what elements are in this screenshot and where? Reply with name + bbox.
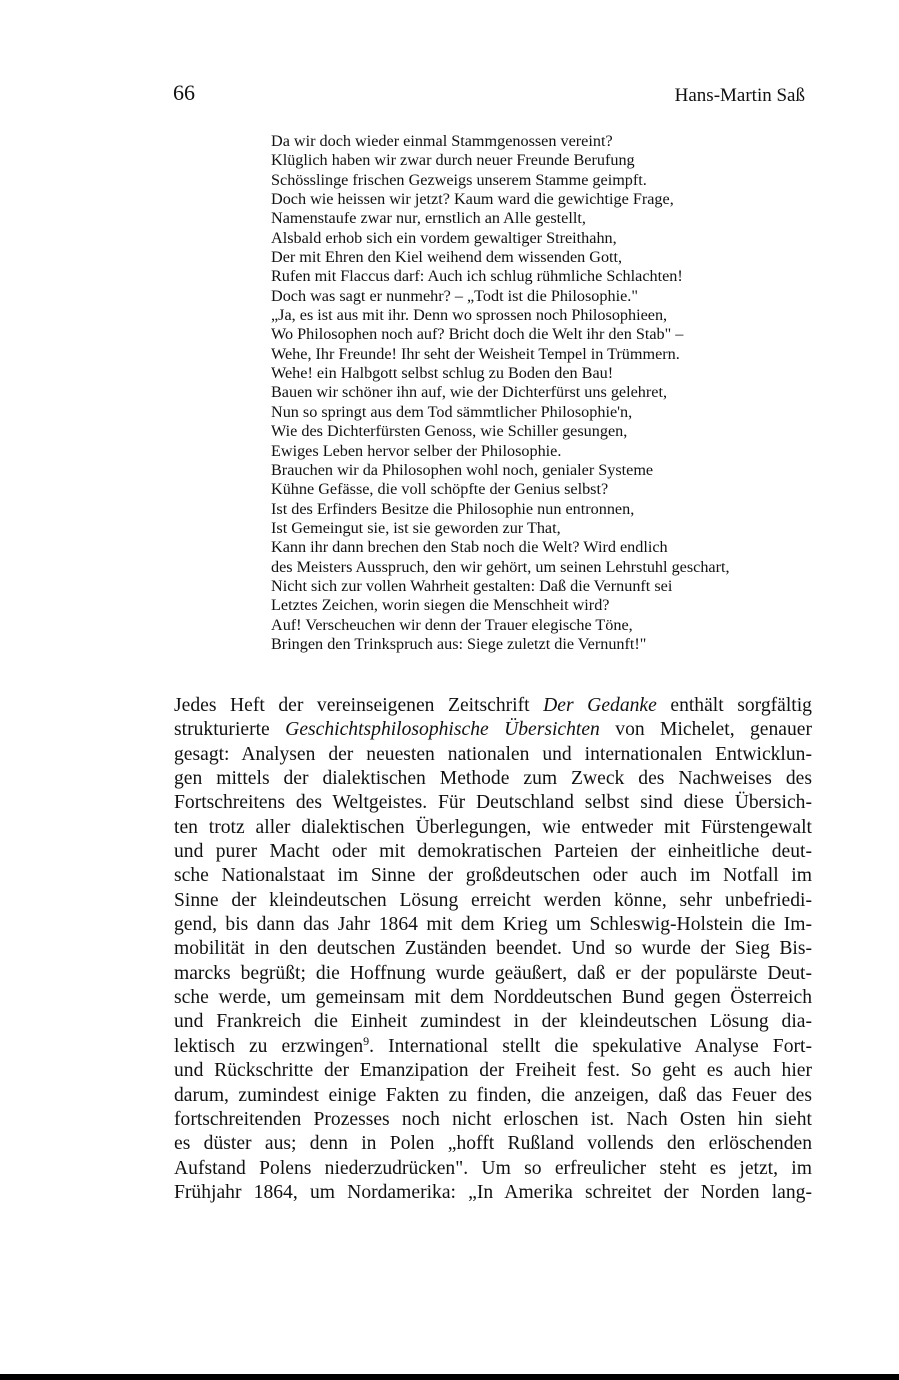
scan-bottom-border (0, 1374, 899, 1380)
poem-line: Wehe, Ihr Freunde! Ihr seht der Weisheit Tempel in Trümmern. (271, 344, 680, 363)
poem-line: Ist des Erfinders Besitze die Philosophie nun entronnen, (271, 499, 635, 518)
body-line: darum, zumindest einige Fakten zu finden, die anzeigen, daß das Feuer des (174, 1084, 812, 1106)
poem-line: Kühne Gefässe, die voll schöpfte der Genius selbst? (271, 480, 609, 499)
body-line: und Frankreich die Einheit zumindest in der kleindeutschen Lösung dia- (174, 1011, 812, 1033)
footnote-marker: 9 (363, 1033, 370, 1048)
poem-line: Wehe! ein Halbgott selbst schlug zu Boden den Bau! (271, 364, 614, 383)
body-line: sche werde, um gemeinsam mit dem Norddeutschen Bund gegen Österreich (174, 987, 812, 1009)
body-line: mobilität in den deutschen Zuständen beendet. Und so wurde der Sieg Bis- (174, 938, 812, 960)
poem-quotation (271, 132, 831, 654)
poem-line: Ewiges Leben hervor selber der Philosophie. (271, 441, 562, 460)
poem-line: Der mit Ehren den Kiel weihend dem wissenden Gott, (271, 248, 623, 267)
body-line: gen mittels der dialektischen Methode zum Zweck des Nachweises des (174, 768, 812, 790)
poem-line: Doch wie heissen wir jetzt? Kaum ward die gewichtige Frage, (271, 190, 674, 209)
body-line: es düster aus; denn in Polen „hofft Rußland vollends den erlöschenden (174, 1133, 812, 1155)
body-line: Fortschreitens des Weltgeistes. Für Deutschland selbst sind diese Übersich- (174, 792, 812, 814)
body-text-segment: enthält sorgfältig (670, 695, 812, 716)
poem-line: Namenstaufe zwar nur, ernstlich an Alle gestellt, (271, 209, 586, 228)
body-line: gend, bis dann das Jahr 1864 mit dem Krieg um Schleswig-Holstein die Im- (174, 914, 812, 936)
body-text-segment: von Michelet, genauer (615, 719, 812, 741)
body-paragraph (174, 694, 812, 1205)
body-line (174, 1035, 812, 1059)
body-line (174, 718, 812, 742)
body-line: sche Nationalstaat im Sinne der großdeutschen oder auch im Notfall im (174, 865, 812, 887)
poem-line: Ist Gemeingut sie, ist sie geworden zur That, (271, 518, 561, 537)
body-line: marcks begrüßt; die Hoffnung wurde geäußert, daß er der populärste Deut- (174, 962, 812, 984)
body-line (174, 694, 812, 718)
body-line: Frühjahr 1864, um Nordamerika: „In Amerika schreitet der Norden lang- (174, 1181, 812, 1203)
body-text-segment: strukturierte (174, 719, 270, 741)
body-line: gesagt: Analysen der neuesten nationalen und internationalen Entwicklun- (174, 743, 812, 765)
journal-title: Der Gedanke (543, 695, 657, 716)
poem-line: Doch was sagt er nunmehr? – „Todt ist die Philosophie." (271, 286, 638, 305)
poem-line: Auf! Verscheuchen wir denn der Trauer elegische Töne, (271, 615, 633, 634)
body-line: fortschreitenden Prozesses noch nicht erloschen ist. Nach Osten hin sieht (174, 1108, 812, 1130)
poem-line: Bauen wir schöner ihn auf, wie der Dichterfürst uns gelehret, (271, 383, 668, 402)
poem-line: Nicht sich zur vollen Wahrheit gestalten: Daß die Vernunft sei (271, 576, 673, 595)
running-head-author: Hans-Martin Saß (674, 85, 805, 106)
poem-line: Rufen mit Flaccus darf: Auch ich schlug rühmliche Schlachten! (271, 267, 683, 286)
body-line: Sinne der kleindeutschen Lösung erreicht werden könne, sehr unbefriedi- (174, 889, 812, 911)
poem-line: Alsbald erhob sich ein vordem gewaltiger Streithahn, (271, 228, 617, 247)
page-number: 66 (173, 80, 195, 105)
poem-line: Brauchen wir da Philosophen wohl noch, genialer Systeme (271, 460, 654, 479)
poem-line: Wie des Dichterfürsten Genoss, wie Schiller gesungen, (271, 422, 628, 441)
poem-line: des Meisters Ausspruch, den wir gehört, um seinen Lehrstuhl geschart, (271, 557, 730, 576)
poem-line: „Ja, es ist aus mit ihr. Denn wo sprossen noch Philosophieen, (271, 306, 668, 325)
body-text-segment: . International stellt die spekulative Analyse Fort- (369, 1035, 812, 1057)
poem-line: Letztes Zeichen, worin siegen die Menschheit wird? (271, 596, 610, 615)
poem-line: Wo Philosophen noch auf? Bricht doch die Welt ihr den Stab" – (271, 325, 684, 344)
body-line: und purer Macht oder mit demokratischen Parteien der einheitliche deut- (174, 841, 812, 863)
body-text-segment: lektisch zu erzwingen (174, 1035, 364, 1057)
poem-line: Schösslinge frischen Gezweigs unserem Stamme geimpft. (271, 170, 647, 189)
poem-line: Kann ihr dann brechen den Stab noch die Welt? Wird endlich (271, 538, 668, 557)
poem-line: Da wir doch wieder einmal Stammgenossen vereint? (271, 132, 613, 150)
body-line: Aufstand Polens niederzudrücken". Um so erfreulicher steht es jetzt, im (174, 1157, 812, 1179)
poem-line: Bringen den Trinkspruch aus: Siege zuletzt die Vernunft!" (271, 634, 647, 653)
poem-line: Nun so springt aus dem Tod sämmtlicher Philosophie'n, (271, 402, 633, 421)
body-text-segment: Jedes Heft der vereinseigenen Zeitschrift (174, 695, 530, 716)
poem-line: Klüglich haben wir zwar durch neuer Freunde Berufung (271, 151, 635, 170)
series-title: Geschichtsphilosophische Übersichten (285, 719, 600, 741)
body-line: und Rückschritte der Emanzipation der Freiheit fest. So geht es auch hier (174, 1060, 812, 1082)
body-line: ten trotz aller dialektischen Überlegungen, wie entweder mit Fürstengewalt (174, 816, 812, 838)
